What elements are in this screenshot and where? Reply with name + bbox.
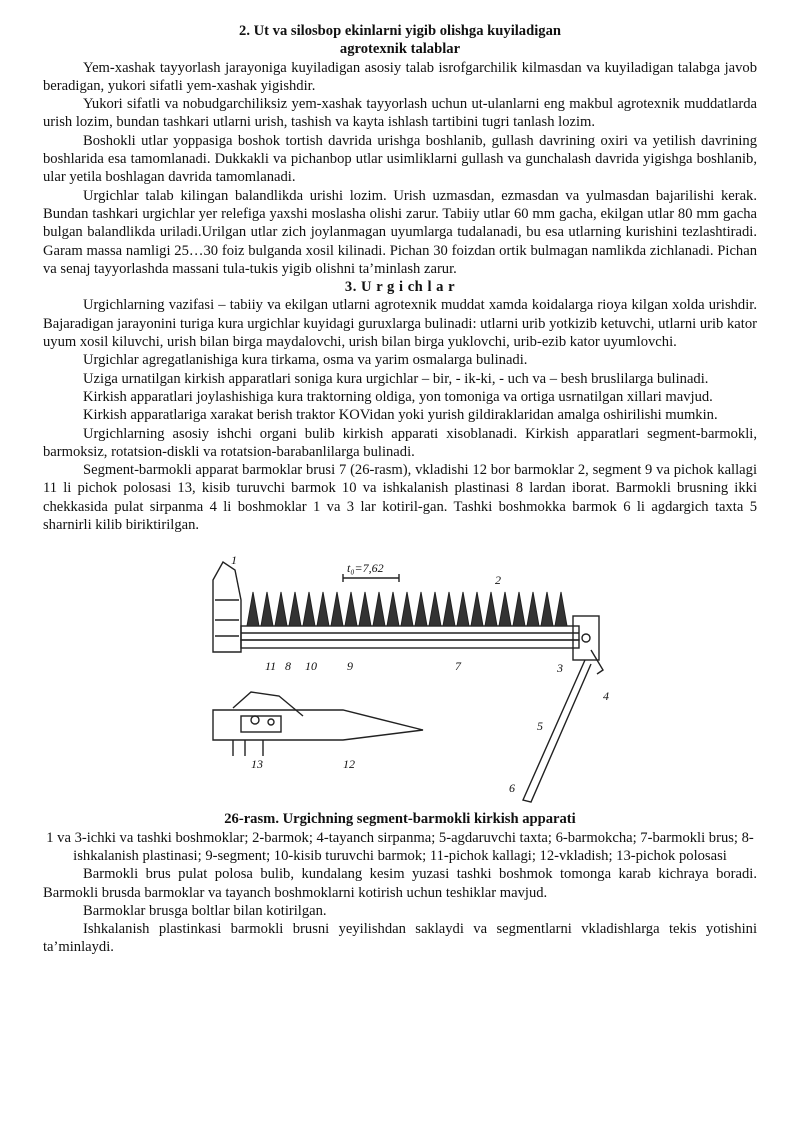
- paragraph: Barmokli brus pulat polosa bulib, kundalang kesim yuzasi tashki boshmok tomonga karab kichraya boradi. Barmokli brusda barmoklar va tayanch boshmoklarni kotirish uchun teshiklar mavjud.: [43, 866, 757, 901]
- paragraph: Ishkalanish plastinkasi barmokli brusni yeyilishdan saklaydi va segmentlarni vkladishlarga tekis yotishini ta’minlaydi.: [43, 921, 757, 956]
- callout-10: 10: [305, 659, 317, 674]
- paragraph: Barmoklar brusga boltlar bilan kotirilgan.: [83, 902, 327, 919]
- paragraph: Urgichlar agregatlanishiga kura tirkama, osma va yarim osmalarga bulinadi.: [83, 352, 528, 369]
- callout-2: 2: [495, 573, 501, 588]
- inner-shoe-shape: [213, 562, 241, 652]
- cutting-apparatus-drawing: [193, 540, 613, 810]
- outer-shoe-shape: [573, 616, 599, 660]
- section-2-title-line2: agrotexnik talablar: [339, 41, 461, 58]
- paragraph: Segment-barmokli apparat barmoklar brusi 7 (26-rasm), vkladishi 12 bor barmoklar 2, segment 9 va pichok kallagi 11 li pichok polosasi 13, kisib turuvchi barmok 10 va ishkalanish plastinasi 8 lardan iborat. Barmokli brusning ikki chekkasida pulat sirpanma 4 li boshmoklar 1 va 3 lar kotiril-gan. Tashki boshmokka barmok 6 li agdargich taxta 5 sharnirli kilib biriktirilgan.: [43, 462, 757, 534]
- figure-caption-text: 1 va 3-ichki va tashki boshmoklar; 2-barmok; 4-tayanch sirpanma; 5-agdaruvchi taxta; 6-barmokcha; 7-barmokli brus; 8-ishkalanish plastinasi; 9-segment; 10-kisib turuvchi barmok; 11-pichok kallagi; 12-vkladish; 13-pichok polosasi: [46, 829, 754, 864]
- paragraph: Uziga urnatilgan kirkish apparatlari soniga kura urgichlar – bir, - ik-ki, - uch va – besh bruslilarga bulinadi.: [83, 370, 709, 387]
- section-detail-shape: [213, 710, 423, 740]
- callout-12: 12: [343, 757, 355, 772]
- paragraph: Kirkish apparatlariga xarakat berish traktor KOVidan yoki yurish gildiraklaridan amalga oshirilishi mumkin.: [83, 407, 718, 424]
- callout-6: 6: [509, 781, 515, 796]
- swathboard-shape: [523, 660, 591, 802]
- paragraph: Yem-xashak tayyorlash jarayoniga kuyiladigan asosiy talab isrofgarchilik kilmasdan va kuyiladigan talabga javob beradigan, yukori sifatli yem-xashak yigishdir.: [43, 59, 757, 94]
- document-page: [43, 22, 757, 957]
- callout-4: 4: [603, 689, 609, 704]
- callout-11: 11: [265, 659, 277, 674]
- callout-13: 13: [251, 757, 263, 772]
- section-2-title-line1: 2. Ut va silosbop ekinlarni yigib olishga kuyiladigan: [239, 23, 561, 39]
- callout-8: 8: [285, 659, 291, 674]
- callout-7: 7: [455, 659, 461, 674]
- section-3-title: 3. U r g i ch l a r: [344, 279, 456, 296]
- paragraph: Boshokli utlar yoppasiga boshok tortish davrida urishga boshlanib, gullash davrining oxiri va yetilish davrining boshlarida esa tamomlanadi. Dukkakli va pichanbop utlar usimliklarni gullash va gunchalash davrida yigishga boshlanib, ular yetila boshlagan davrida tamomlanadi.: [43, 132, 757, 186]
- paragraph: Urgichlar talab kilingan balandlikda urishi lozim. Urish uzmasdan, ezmasdan va yulmasdan bajarilishi kerak. Bundan tashkari urgichlar yer relefiga yaxshi moslasha olishi zarur. Tabiiy utlar 60 mm gacha, ekilgan utlar 80 mm gacha bulgan balandlikda uriladi.Urilgan utlar zich joylanmagan uyumlarga tudalanadi, bu esa utlarning kurishini tezlashtiradi. Garam massa namligi 25…30 foiz bulganda xosil kilinadi. Pichan 30 foizdan ortik bulmagan namlikda zichlanadi. Pichan va senaj tayyorlashda massani tula-tukis yigib olishni ta’minlash zarur.: [43, 187, 757, 277]
- callout-1: 1: [231, 553, 237, 568]
- paragraph: Urgichlarning vazifasi – tabiiy va ekilgan utlarni agrotexnik muddat xamda koidalarga rioya kilgan xolda urishdir. Bajaradigan jarayonini turiga kura urgichlar kuyidagi guruxlarga bulinadi: utlarni urib yotkizib ketuvchi, utlarni urib kator uyum xosil kiluvchi, urish bilan birga maydalovchi, urish bilan birga yuklovchi, urib-ezib kator uyumlovchi.: [43, 297, 757, 351]
- figure-caption-title: 26-rasm. Urgichning segment-barmokli kirkish apparati: [224, 811, 576, 828]
- cutting-apparatus-figure: [43, 540, 757, 810]
- callout-5: 5: [537, 719, 543, 734]
- dimension-label: t₀=7,62: [347, 561, 384, 576]
- callout-3: 3: [557, 661, 563, 676]
- paragraph: Kirkish apparatlari joylashishiga kura traktorning oldiga, yon tomoniga va ortiga usrnatilgan xillari mavjud.: [83, 388, 713, 405]
- paragraph: Yukori sifatli va nobudgarchiliksiz yem-xashak tayyorlash uchun ut-ulanlarni eng makbul agrotexnik muddatlarda urish lozim, bundan tashkari utlarni urish, tashish va kayta ishlash tartibini tugri tanlash lozim.: [43, 96, 757, 131]
- paragraph: Urgichlarning asosiy ishchi organi bulib kirkish apparati xisoblanadi. Kirkish apparatlari segment-barmokli, barmoksiz, rotatsion-diskli va rotatsion-barabanlilarga bulinadi.: [43, 425, 757, 460]
- callout-9: 9: [347, 659, 353, 674]
